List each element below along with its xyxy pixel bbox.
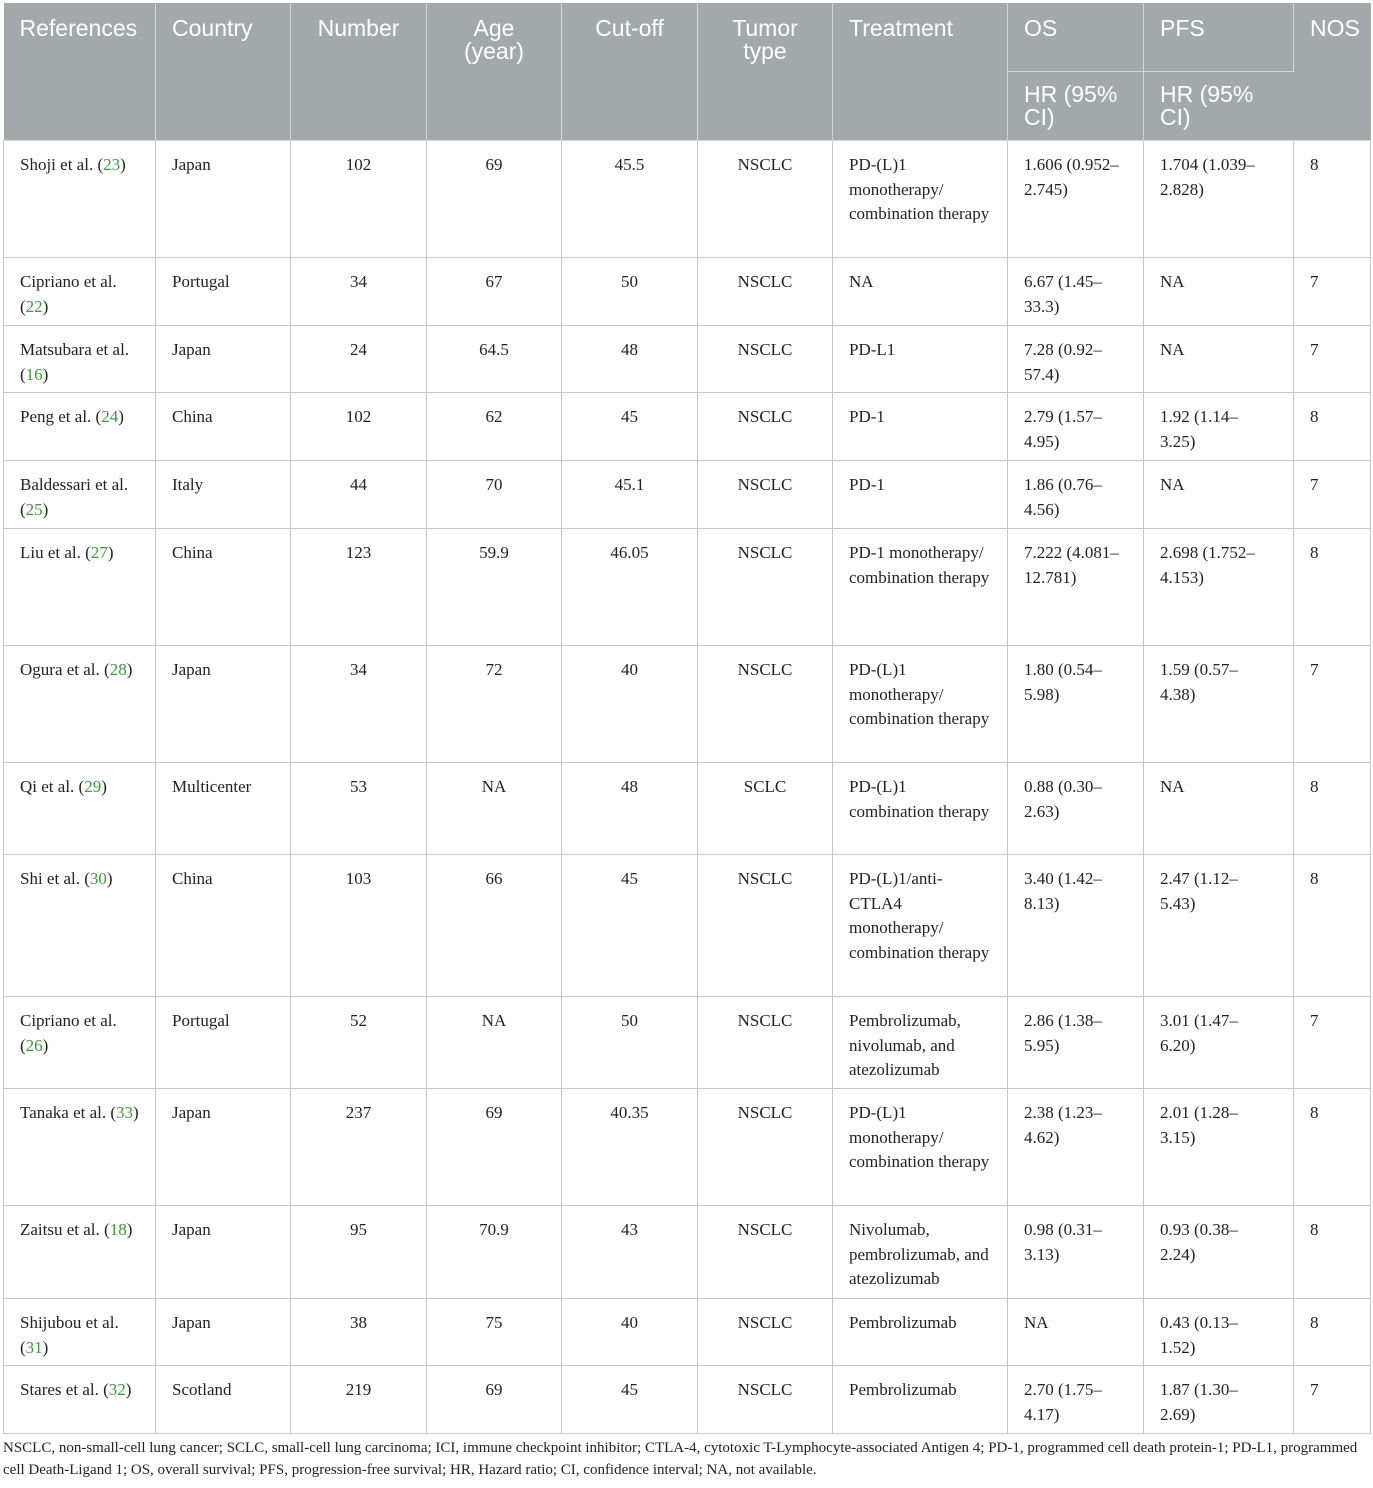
cell-treatment: PD-1	[833, 393, 1008, 461]
reference-link[interactable]: 26	[25, 1035, 43, 1055]
cell-cutoff: 40	[562, 646, 698, 763]
cell-age: 62	[427, 393, 562, 461]
header-references: References	[4, 3, 156, 141]
cell-nos: 7	[1294, 326, 1371, 393]
study-characteristics-table	[3, 3, 1371, 1434]
cell-age: 69	[427, 1366, 562, 1434]
table-row	[4, 1089, 1371, 1206]
cell-nos: 7	[1294, 1366, 1371, 1434]
cell-reference	[4, 393, 156, 461]
table-row	[4, 393, 1371, 461]
cell-country: Portugal	[156, 997, 291, 1089]
cell-country: Italy	[156, 461, 291, 529]
cell-os: 1.80 (0.54–5.98)	[1008, 646, 1144, 763]
cell-tumor-type: NSCLC	[698, 1206, 833, 1299]
cell-age: NA	[427, 763, 562, 855]
cell-treatment: PD-(L)1 combination therapy	[833, 763, 1008, 855]
cell-tumor-type: SCLC	[698, 763, 833, 855]
cell-country: China	[156, 855, 291, 997]
cell-country: Scotland	[156, 1366, 291, 1434]
cell-reference	[4, 646, 156, 763]
cell-pfs: 3.01 (1.47–6.20)	[1144, 997, 1294, 1089]
cell-age: NA	[427, 997, 562, 1089]
cell-cutoff: 45	[562, 855, 698, 997]
cell-treatment: Pembrolizumab, nivolumab, and atezolizumab	[833, 997, 1008, 1089]
reference-author: Qi et al. (	[20, 777, 85, 796]
table-footnote: NSCLC, non-small-cell lung cancer; SCLC, small-cell lung carcinoma; ICI, immune checkpoint inhibitor; CTLA-4, cytotoxic T-Lymphocyte-associated Antigen 4; PD-1, programmed cell death protein-1; PD-L1, programmed cell Death-Ligand 1; OS, overall survival; PFS, progression-free survival; HR, Hazard ratio; CI, confidence interval; NA, not available.	[3, 1440, 1358, 1478]
table-row	[4, 763, 1371, 855]
header-os-hr: HR (95% CI)	[1008, 72, 1144, 141]
cell-nos: 8	[1294, 393, 1371, 461]
reference-link[interactable]: 33	[116, 1103, 134, 1122]
cell-age: 75	[427, 1299, 562, 1366]
reference-author: Shijubou et al. (	[20, 1313, 119, 1357]
cell-os: 7.222 (4.081–12.781)	[1008, 529, 1144, 646]
cell-treatment: PD-(L)1 monotherapy/ combination therapy	[833, 141, 1008, 258]
cell-os: NA	[1008, 1299, 1144, 1366]
cell-treatment: NA	[833, 258, 1008, 326]
cell-pfs: 2.47 (1.12–5.43)	[1144, 855, 1294, 997]
table-row	[4, 1366, 1371, 1434]
reference-link[interactable]: 28	[109, 660, 127, 679]
table-row	[4, 646, 1371, 763]
reference-link[interactable]: 32	[108, 1380, 126, 1399]
cell-country: Japan	[156, 141, 291, 258]
cell-tumor-type: NSCLC	[698, 997, 833, 1089]
cell-reference	[4, 258, 156, 326]
reference-close: )	[42, 1035, 49, 1055]
cell-os: 0.98 (0.31–3.13)	[1008, 1206, 1144, 1299]
reference-close: )	[106, 869, 113, 888]
reference-author: Shoji et al. (	[20, 155, 104, 174]
cell-cutoff: 45.1	[562, 461, 698, 529]
cell-reference	[4, 1206, 156, 1299]
cell-age: 59.9	[427, 529, 562, 646]
cell-nos: 8	[1294, 855, 1371, 997]
cell-tumor-type: NSCLC	[698, 1089, 833, 1206]
cell-nos: 8	[1294, 529, 1371, 646]
cell-age: 72	[427, 646, 562, 763]
header-cutoff: Cut-off	[562, 3, 698, 141]
cell-age: 67	[427, 258, 562, 326]
cell-nos: 8	[1294, 1089, 1371, 1206]
table-row	[4, 461, 1371, 529]
reference-close: )	[125, 1380, 132, 1399]
cell-number: 44	[291, 461, 427, 529]
cell-pfs: 1.704 (1.039–2.828)	[1144, 141, 1294, 258]
cell-pfs: NA	[1144, 258, 1294, 326]
reference-author: Tanaka et al. (	[20, 1103, 117, 1122]
reference-link[interactable]: 27	[90, 543, 108, 562]
cell-country: Japan	[156, 646, 291, 763]
cell-treatment: Pembrolizumab	[833, 1299, 1008, 1366]
reference-link[interactable]: 31	[25, 1337, 43, 1357]
cell-treatment: PD-(L)1/anti-CTLA4 monotherapy/ combination therapy	[833, 855, 1008, 997]
reference-link[interactable]: 29	[84, 777, 102, 796]
reference-link[interactable]: 16	[25, 364, 43, 384]
cell-country: China	[156, 393, 291, 461]
reference-close: )	[126, 660, 133, 679]
table-row	[4, 326, 1371, 393]
cell-tumor-type: NSCLC	[698, 646, 833, 763]
table-body	[4, 141, 1371, 1434]
reference-close: )	[42, 499, 49, 519]
cell-nos: 7	[1294, 997, 1371, 1089]
cell-os: 2.79 (1.57–4.95)	[1008, 393, 1144, 461]
cell-number: 102	[291, 141, 427, 258]
cell-treatment: PD-L1	[833, 326, 1008, 393]
table-row	[4, 529, 1371, 646]
cell-reference	[4, 763, 156, 855]
reference-author: Ogura et al. (	[20, 660, 110, 679]
cell-pfs: 1.59 (0.57–4.38)	[1144, 646, 1294, 763]
cell-cutoff: 46.05	[562, 529, 698, 646]
cell-cutoff: 48	[562, 326, 698, 393]
cell-nos: 7	[1294, 258, 1371, 326]
cell-cutoff: 43	[562, 1206, 698, 1299]
reference-close: )	[42, 296, 49, 316]
header-age: Age (year)	[427, 3, 562, 141]
reference-close: )	[42, 1337, 49, 1357]
reference-close: )	[126, 1220, 133, 1239]
cell-number: 237	[291, 1089, 427, 1206]
reference-close: )	[118, 407, 124, 426]
cell-cutoff: 45.5	[562, 141, 698, 258]
cell-os: 2.38 (1.23–4.62)	[1008, 1089, 1144, 1206]
header-pfs: PFS	[1144, 3, 1294, 72]
cell-tumor-type: NSCLC	[698, 258, 833, 326]
cell-treatment: PD-1 monotherapy/ combination therapy	[833, 529, 1008, 646]
cell-nos: 8	[1294, 141, 1371, 258]
cell-age: 70	[427, 461, 562, 529]
table-row	[4, 1299, 1371, 1366]
cell-cutoff: 40.35	[562, 1089, 698, 1206]
cell-number: 102	[291, 393, 427, 461]
reference-link[interactable]: 30	[89, 869, 107, 888]
cell-os: 6.67 (1.45–33.3)	[1008, 258, 1144, 326]
cell-nos: 8	[1294, 1299, 1371, 1366]
cell-pfs: NA	[1144, 461, 1294, 529]
cell-nos: 7	[1294, 461, 1371, 529]
reference-close: )	[120, 155, 126, 174]
header-country: Country	[156, 3, 291, 141]
cell-country: Japan	[156, 1299, 291, 1366]
cell-treatment: Nivolumab, pembrolizumab, and atezolizumab	[833, 1206, 1008, 1299]
reference-author: Matsubara et al. (	[20, 340, 130, 384]
reference-link[interactable]: 22	[25, 296, 43, 316]
header-os: OS	[1008, 3, 1144, 72]
cell-number: 34	[291, 258, 427, 326]
reference-author: Cipriano et al. (	[20, 272, 117, 316]
cell-os: 3.40 (1.42–8.13)	[1008, 855, 1144, 997]
cell-cutoff: 40	[562, 1299, 698, 1366]
cell-tumor-type: NSCLC	[698, 326, 833, 393]
cell-cutoff: 45	[562, 1366, 698, 1434]
header-number: Number	[291, 3, 427, 141]
cell-os: 2.70 (1.75–4.17)	[1008, 1366, 1144, 1434]
cell-number: 24	[291, 326, 427, 393]
cell-treatment: PD-1	[833, 461, 1008, 529]
cell-country: Portugal	[156, 258, 291, 326]
cell-reference	[4, 855, 156, 997]
reference-author: Liu et al. (	[20, 543, 91, 562]
cell-number: 38	[291, 1299, 427, 1366]
cell-age: 70.9	[427, 1206, 562, 1299]
cell-treatment: Pembrolizumab	[833, 1366, 1008, 1434]
cell-tumor-type: NSCLC	[698, 529, 833, 646]
cell-nos: 7	[1294, 646, 1371, 763]
header-nos: NOS	[1294, 3, 1371, 141]
cell-pfs: 1.87 (1.30–2.69)	[1144, 1366, 1294, 1434]
cell-cutoff: 50	[562, 258, 698, 326]
reference-author: Zaitsu et al. (	[20, 1220, 110, 1239]
cell-reference	[4, 1366, 156, 1434]
cell-number: 52	[291, 997, 427, 1089]
cell-country: Japan	[156, 326, 291, 393]
cell-number: 219	[291, 1366, 427, 1434]
cell-number: 34	[291, 646, 427, 763]
cell-os: 1.606 (0.952–2.745)	[1008, 141, 1144, 258]
table-row	[4, 1206, 1371, 1299]
cell-country: Japan	[156, 1206, 291, 1299]
reference-link[interactable]: 23	[103, 155, 121, 174]
cell-pfs: 2.698 (1.752–4.153)	[1144, 529, 1294, 646]
cell-age: 64.5	[427, 326, 562, 393]
reference-link[interactable]: 18	[109, 1220, 127, 1239]
cell-country: China	[156, 529, 291, 646]
cell-cutoff: 48	[562, 763, 698, 855]
cell-reference	[4, 529, 156, 646]
cell-pfs: 0.93 (0.38–2.24)	[1144, 1206, 1294, 1299]
cell-age: 66	[427, 855, 562, 997]
reference-link[interactable]: 25	[25, 499, 43, 519]
cell-treatment: PD-(L)1 monotherapy/ combination therapy	[833, 1089, 1008, 1206]
reference-close: )	[42, 364, 49, 384]
cell-age: 69	[427, 141, 562, 258]
cell-number: 123	[291, 529, 427, 646]
cell-country: Multicenter	[156, 763, 291, 855]
reference-link[interactable]: 24	[101, 407, 119, 426]
cell-treatment: PD-(L)1 monotherapy/ combination therapy	[833, 646, 1008, 763]
reference-author: Baldessari et al. (	[20, 475, 129, 519]
cell-os: 1.86 (0.76–4.56)	[1008, 461, 1144, 529]
cell-reference	[4, 326, 156, 393]
cell-reference	[4, 997, 156, 1089]
cell-reference	[4, 1089, 156, 1206]
cell-cutoff: 45	[562, 393, 698, 461]
cell-tumor-type: NSCLC	[698, 461, 833, 529]
cell-reference	[4, 461, 156, 529]
header-pfs-hr: HR (95% CI)	[1144, 72, 1294, 141]
cell-pfs: NA	[1144, 763, 1294, 855]
cell-number: 103	[291, 855, 427, 997]
cell-os: 2.86 (1.38–5.95)	[1008, 997, 1144, 1089]
cell-os: 7.28 (0.92–57.4)	[1008, 326, 1144, 393]
reference-author: Peng et al. (	[20, 407, 102, 426]
cell-nos: 8	[1294, 763, 1371, 855]
table-row	[4, 855, 1371, 997]
cell-number: 95	[291, 1206, 427, 1299]
header-treatment: Treatment	[833, 3, 1008, 141]
table-row	[4, 258, 1371, 326]
table-row	[4, 997, 1371, 1089]
cell-tumor-type: NSCLC	[698, 393, 833, 461]
cell-nos: 8	[1294, 1206, 1371, 1299]
table-header	[4, 3, 1371, 141]
cell-tumor-type: NSCLC	[698, 141, 833, 258]
cell-tumor-type: NSCLC	[698, 1366, 833, 1434]
cell-pfs: 2.01 (1.28–3.15)	[1144, 1089, 1294, 1206]
cell-number: 53	[291, 763, 427, 855]
reference-author: Stares et al. (	[20, 1380, 109, 1399]
cell-os: 0.88 (0.30–2.63)	[1008, 763, 1144, 855]
cell-reference	[4, 1299, 156, 1366]
reference-close: )	[101, 777, 107, 796]
header-tumor-type: Tumor type	[698, 3, 833, 141]
reference-close: )	[133, 1103, 139, 1122]
reference-close: )	[107, 543, 114, 562]
table-row	[4, 141, 1371, 258]
cell-pfs: NA	[1144, 326, 1294, 393]
cell-country: Japan	[156, 1089, 291, 1206]
cell-tumor-type: NSCLC	[698, 855, 833, 997]
cell-pfs: 0.43 (0.13–1.52)	[1144, 1299, 1294, 1366]
cell-reference	[4, 141, 156, 258]
cell-tumor-type: NSCLC	[698, 1299, 833, 1366]
cell-cutoff: 50	[562, 997, 698, 1089]
cell-age: 69	[427, 1089, 562, 1206]
reference-author: Cipriano et al. (	[20, 1011, 117, 1055]
reference-author: Shi et al. (	[20, 869, 90, 888]
cell-pfs: 1.92 (1.14–3.25)	[1144, 393, 1294, 461]
